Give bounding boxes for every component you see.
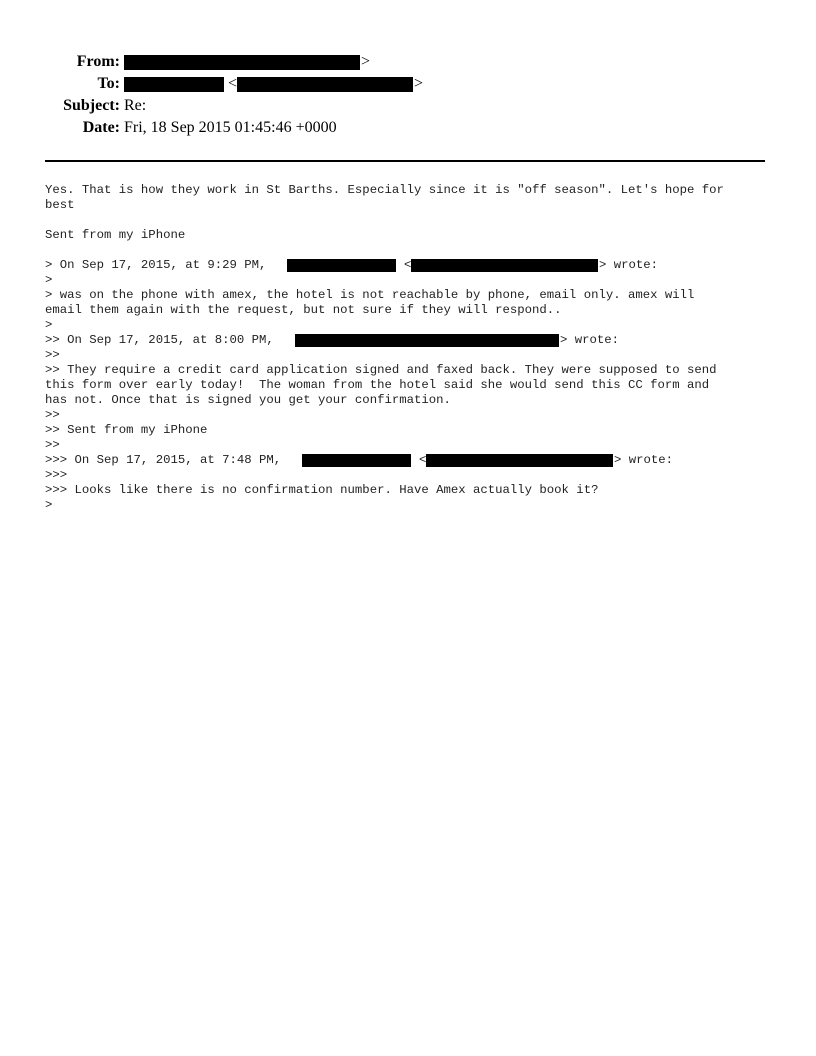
angle-close: > (361, 53, 371, 70)
angle-open: < (419, 453, 427, 467)
quote-attribution: >>> On Sep 17, 2015, at 7:48 PM, (45, 453, 282, 467)
to-label: To: (97, 75, 120, 92)
angle-open: < (404, 258, 412, 272)
quote-marker: > (45, 273, 53, 287)
wrote-text: > wrote: (614, 453, 674, 467)
quote-signature: >> Sent from my iPhone (45, 423, 208, 437)
quote-line: email them again with the request, but not sure if they will respond.. (45, 303, 562, 317)
signature: Sent from my iPhone (45, 228, 186, 242)
quote-marker: > (45, 318, 53, 332)
wrote-text: > wrote: (560, 333, 620, 347)
body-line: Yes. That is how they work in St Barths. Especially since it is "off season". Let's hope for (45, 183, 724, 197)
from-label: From: (76, 53, 120, 70)
redacted-name (287, 259, 396, 272)
angle-open: < (228, 75, 238, 92)
subject-label: Subject: (63, 97, 120, 114)
redacted-sender (124, 55, 360, 70)
date-value: Fri, 18 Sep 2015 01:45:46 +0000 (124, 119, 337, 136)
redacted-sender-full (295, 334, 559, 347)
quote-marker: >>> (45, 468, 68, 482)
redacted-name (302, 454, 411, 467)
quote-line: > was on the phone with amex, the hotel is not reachable by phone, email only. amex will (45, 288, 695, 302)
date-label: Date: (82, 119, 120, 136)
angle-close: > (414, 75, 424, 92)
quote-line: >> They require a credit card application signed and faxed back. They were supposed to send (45, 363, 717, 377)
quote-attribution: > On Sep 17, 2015, at 9:29 PM, (45, 258, 267, 272)
quote-line: >>> Looks like there is no confirmation number. Have Amex actually book it? (45, 483, 599, 497)
redacted-email (426, 454, 613, 467)
redacted-recipient-email (237, 77, 413, 92)
redacted-recipient-name (124, 77, 224, 92)
quote-attribution: >> On Sep 17, 2015, at 8:00 PM, (45, 333, 274, 347)
subject-value: Re: (124, 97, 147, 114)
quote-marker: >> (45, 438, 60, 452)
quote-line: has not. Once that is signed you get your confirmation. (45, 393, 451, 407)
redacted-email (411, 259, 598, 272)
quote-marker: >> (45, 408, 60, 422)
quote-marker: > (45, 498, 53, 512)
wrote-text: > wrote: (599, 258, 659, 272)
header-divider (45, 160, 765, 162)
quote-line: this form over early today! The woman from the hotel said she would send this CC form and (45, 378, 710, 392)
body-line: best (45, 198, 75, 212)
quote-marker: >> (45, 348, 60, 362)
